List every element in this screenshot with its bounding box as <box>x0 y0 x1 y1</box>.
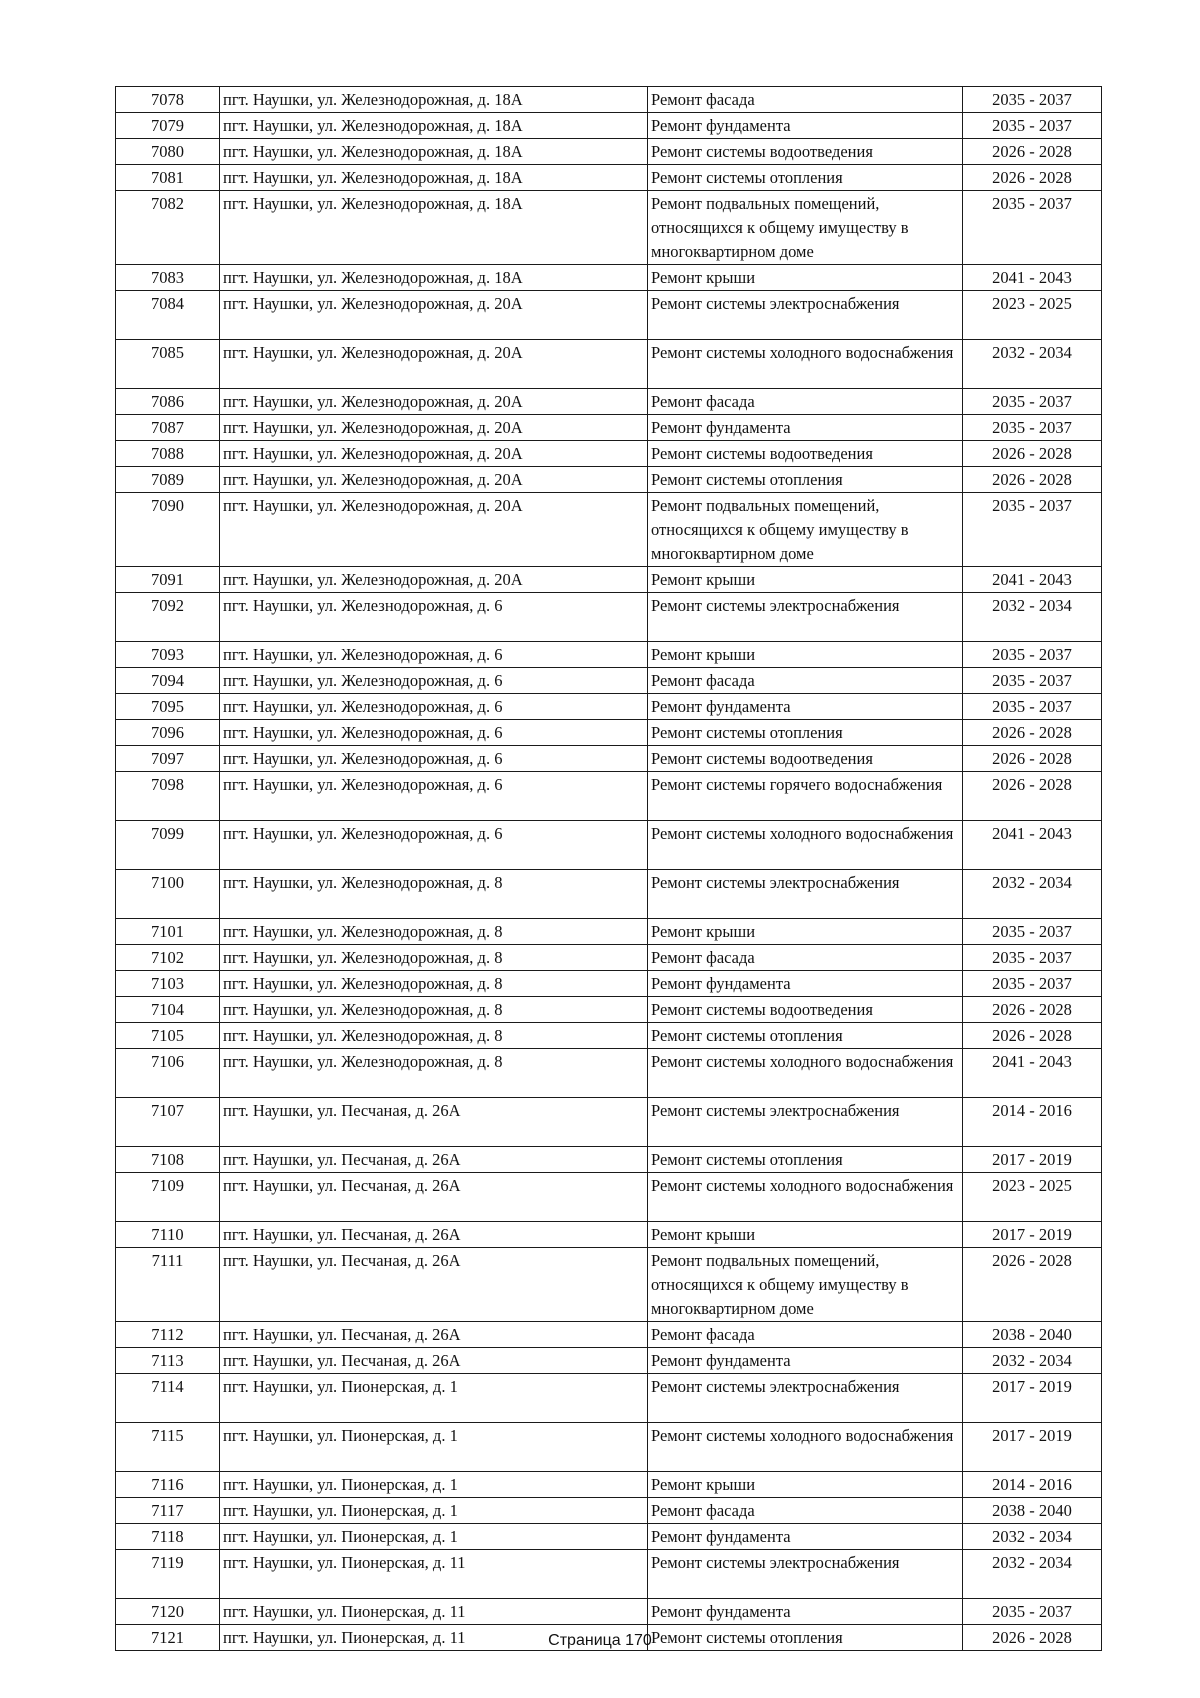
row-number-cell: 7078 <box>116 87 220 113</box>
row-number-cell: 7087 <box>116 415 220 441</box>
table-row <box>116 165 1102 191</box>
work-type-cell: Ремонт фундамента <box>648 694 963 720</box>
period-cell: 2014 - 2016 <box>963 1472 1102 1498</box>
work-type-cell: Ремонт фундамента <box>648 1348 963 1374</box>
period-cell: 2026 - 2028 <box>963 1023 1102 1049</box>
period-cell: 2035 - 2037 <box>963 945 1102 971</box>
table-row <box>116 1248 1102 1322</box>
work-type-cell: Ремонт системы отопления <box>648 467 963 493</box>
table-row <box>116 919 1102 945</box>
work-type-cell: Ремонт системы отопления <box>648 1625 963 1651</box>
period-cell: 2035 - 2037 <box>963 642 1102 668</box>
address-cell: пгт. Наушки, ул. Железнодорожная, д. 18А <box>220 87 648 113</box>
work-type-cell: Ремонт подвальных помещений, относящихся к общему имуществу в многоквартирном доме <box>648 1248 963 1322</box>
address-cell: пгт. Наушки, ул. Песчаная, д. 26А <box>220 1173 648 1222</box>
work-type-cell: Ремонт фундамента <box>648 415 963 441</box>
work-type-cell: Ремонт системы отопления <box>648 165 963 191</box>
address-cell: пгт. Наушки, ул. Железнодорожная, д. 20А <box>220 567 648 593</box>
address-cell: пгт. Наушки, ул. Пионерская, д. 1 <box>220 1524 648 1550</box>
address-cell: пгт. Наушки, ул. Железнодорожная, д. 8 <box>220 1023 648 1049</box>
table-row <box>116 971 1102 997</box>
table-row <box>116 1498 1102 1524</box>
work-type-cell: Ремонт системы электроснабжения <box>648 1550 963 1599</box>
row-number-cell: 7113 <box>116 1348 220 1374</box>
row-number-cell: 7108 <box>116 1147 220 1173</box>
row-number-cell: 7115 <box>116 1423 220 1472</box>
row-number-cell: 7100 <box>116 870 220 919</box>
table-row <box>116 340 1102 389</box>
row-number-cell: 7095 <box>116 694 220 720</box>
period-cell: 2032 - 2034 <box>963 1550 1102 1599</box>
address-cell: пгт. Наушки, ул. Песчаная, д. 26А <box>220 1098 648 1147</box>
table-row <box>116 593 1102 642</box>
table-row <box>116 642 1102 668</box>
work-type-cell: Ремонт системы водоотведения <box>648 997 963 1023</box>
period-cell: 2035 - 2037 <box>963 493 1102 567</box>
period-cell: 2035 - 2037 <box>963 113 1102 139</box>
address-cell: пгт. Наушки, ул. Пионерская, д. 1 <box>220 1472 648 1498</box>
table-row <box>116 1049 1102 1098</box>
address-cell: пгт. Наушки, ул. Железнодорожная, д. 18А <box>220 139 648 165</box>
table-row <box>116 441 1102 467</box>
row-number-cell: 7105 <box>116 1023 220 1049</box>
address-cell: пгт. Наушки, ул. Железнодорожная, д. 8 <box>220 997 648 1023</box>
row-number-cell: 7092 <box>116 593 220 642</box>
address-cell: пгт. Наушки, ул. Железнодорожная, д. 6 <box>220 720 648 746</box>
address-cell: пгт. Наушки, ул. Железнодорожная, д. 20А <box>220 389 648 415</box>
row-number-cell: 7118 <box>116 1524 220 1550</box>
work-type-cell: Ремонт системы холодного водоснабжения <box>648 340 963 389</box>
work-type-cell: Ремонт фасада <box>648 389 963 415</box>
table-row <box>116 1524 1102 1550</box>
period-cell: 2026 - 2028 <box>963 467 1102 493</box>
row-number-cell: 7120 <box>116 1599 220 1625</box>
period-cell: 2026 - 2028 <box>963 441 1102 467</box>
row-number-cell: 7097 <box>116 746 220 772</box>
row-number-cell: 7082 <box>116 191 220 265</box>
row-number-cell: 7121 <box>116 1625 220 1651</box>
table-row <box>116 1322 1102 1348</box>
work-type-cell: Ремонт системы холодного водоснабжения <box>648 821 963 870</box>
work-type-cell: Ремонт фасада <box>648 1498 963 1524</box>
row-number-cell: 7099 <box>116 821 220 870</box>
table-row <box>116 291 1102 340</box>
period-cell: 2035 - 2037 <box>963 415 1102 441</box>
work-type-cell: Ремонт фундамента <box>648 113 963 139</box>
address-cell: пгт. Наушки, ул. Железнодорожная, д. 20А <box>220 291 648 340</box>
work-type-cell: Ремонт подвальных помещений, относящихся к общему имуществу в многоквартирном доме <box>648 191 963 265</box>
row-number-cell: 7098 <box>116 772 220 821</box>
period-cell: 2032 - 2034 <box>963 593 1102 642</box>
address-cell: пгт. Наушки, ул. Железнодорожная, д. 6 <box>220 668 648 694</box>
period-cell: 2026 - 2028 <box>963 165 1102 191</box>
period-cell: 2026 - 2028 <box>963 720 1102 746</box>
work-type-cell: Ремонт фасада <box>648 87 963 113</box>
period-cell: 2041 - 2043 <box>963 265 1102 291</box>
table-row <box>116 493 1102 567</box>
period-cell: 2035 - 2037 <box>963 919 1102 945</box>
row-number-cell: 7091 <box>116 567 220 593</box>
table-row <box>116 772 1102 821</box>
period-cell: 2035 - 2037 <box>963 971 1102 997</box>
row-number-cell: 7102 <box>116 945 220 971</box>
period-cell: 2014 - 2016 <box>963 1098 1102 1147</box>
period-cell: 2035 - 2037 <box>963 1599 1102 1625</box>
period-cell: 2035 - 2037 <box>963 191 1102 265</box>
row-number-cell: 7111 <box>116 1248 220 1322</box>
period-cell: 2032 - 2034 <box>963 1348 1102 1374</box>
period-cell: 2017 - 2019 <box>963 1423 1102 1472</box>
work-type-cell: Ремонт крыши <box>648 265 963 291</box>
address-cell: пгт. Наушки, ул. Железнодорожная, д. 18А <box>220 191 648 265</box>
work-type-cell: Ремонт системы электроснабжения <box>648 1098 963 1147</box>
period-cell: 2035 - 2037 <box>963 87 1102 113</box>
table-row <box>116 945 1102 971</box>
row-number-cell: 7086 <box>116 389 220 415</box>
table-row <box>116 265 1102 291</box>
row-number-cell: 7119 <box>116 1550 220 1599</box>
address-cell: пгт. Наушки, ул. Пионерская, д. 1 <box>220 1423 648 1472</box>
period-cell: 2038 - 2040 <box>963 1322 1102 1348</box>
table-row <box>116 997 1102 1023</box>
work-type-cell: Ремонт крыши <box>648 1222 963 1248</box>
work-type-cell: Ремонт системы водоотведения <box>648 441 963 467</box>
address-cell: пгт. Наушки, ул. Пионерская, д. 11 <box>220 1625 648 1651</box>
row-number-cell: 7110 <box>116 1222 220 1248</box>
address-cell: пгт. Наушки, ул. Железнодорожная, д. 8 <box>220 945 648 971</box>
table-row <box>116 720 1102 746</box>
period-cell: 2041 - 2043 <box>963 567 1102 593</box>
address-cell: пгт. Наушки, ул. Железнодорожная, д. 20А <box>220 340 648 389</box>
row-number-cell: 7112 <box>116 1322 220 1348</box>
work-type-cell: Ремонт системы холодного водоснабжения <box>648 1049 963 1098</box>
period-cell: 2041 - 2043 <box>963 821 1102 870</box>
table-row <box>116 1222 1102 1248</box>
address-cell: пгт. Наушки, ул. Пионерская, д. 11 <box>220 1599 648 1625</box>
period-cell: 2038 - 2040 <box>963 1498 1102 1524</box>
address-cell: пгт. Наушки, ул. Железнодорожная, д. 18А <box>220 165 648 191</box>
address-cell: пгт. Наушки, ул. Песчаная, д. 26А <box>220 1322 648 1348</box>
table-row <box>116 870 1102 919</box>
work-type-cell: Ремонт системы электроснабжения <box>648 870 963 919</box>
address-cell: пгт. Наушки, ул. Пионерская, д. 1 <box>220 1374 648 1423</box>
period-cell: 2026 - 2028 <box>963 772 1102 821</box>
table-row <box>116 467 1102 493</box>
address-cell: пгт. Наушки, ул. Железнодорожная, д. 20А <box>220 467 648 493</box>
period-cell: 2032 - 2034 <box>963 870 1102 919</box>
address-cell: пгт. Наушки, ул. Песчаная, д. 26А <box>220 1348 648 1374</box>
address-cell: пгт. Наушки, ул. Железнодорожная, д. 8 <box>220 919 648 945</box>
period-cell: 2017 - 2019 <box>963 1222 1102 1248</box>
address-cell: пгт. Наушки, ул. Песчаная, д. 26А <box>220 1222 648 1248</box>
row-number-cell: 7089 <box>116 467 220 493</box>
address-cell: пгт. Наушки, ул. Песчаная, д. 26А <box>220 1248 648 1322</box>
period-cell: 2035 - 2037 <box>963 389 1102 415</box>
work-type-cell: Ремонт фундамента <box>648 1524 963 1550</box>
row-number-cell: 7109 <box>116 1173 220 1222</box>
row-number-cell: 7093 <box>116 642 220 668</box>
work-type-cell: Ремонт фундамента <box>648 971 963 997</box>
address-cell: пгт. Наушки, ул. Железнодорожная, д. 20А <box>220 493 648 567</box>
period-cell: 2026 - 2028 <box>963 746 1102 772</box>
row-number-cell: 7085 <box>116 340 220 389</box>
row-number-cell: 7084 <box>116 291 220 340</box>
address-cell: пгт. Наушки, ул. Железнодорожная, д. 8 <box>220 971 648 997</box>
period-cell: 2023 - 2025 <box>963 291 1102 340</box>
page-number: Страница 170 <box>548 1632 652 1649</box>
table-row <box>116 191 1102 265</box>
work-type-cell: Ремонт фасада <box>648 668 963 694</box>
work-type-cell: Ремонт системы горячего водоснабжения <box>648 772 963 821</box>
work-type-cell: Ремонт крыши <box>648 642 963 668</box>
row-number-cell: 7107 <box>116 1098 220 1147</box>
table-row <box>116 139 1102 165</box>
address-cell: пгт. Наушки, ул. Железнодорожная, д. 6 <box>220 821 648 870</box>
table-row <box>116 87 1102 113</box>
row-number-cell: 7090 <box>116 493 220 567</box>
table-row <box>116 1599 1102 1625</box>
table-row <box>116 567 1102 593</box>
address-cell: пгт. Наушки, ул. Пионерская, д. 1 <box>220 1498 648 1524</box>
table-row <box>116 1423 1102 1472</box>
work-type-cell: Ремонт крыши <box>648 1472 963 1498</box>
address-cell: пгт. Наушки, ул. Железнодорожная, д. 6 <box>220 694 648 720</box>
work-type-cell: Ремонт системы холодного водоснабжения <box>648 1173 963 1222</box>
table-row <box>116 113 1102 139</box>
address-cell: пгт. Наушки, ул. Железнодорожная, д. 6 <box>220 746 648 772</box>
address-cell: пгт. Наушки, ул. Пионерская, д. 11 <box>220 1550 648 1599</box>
period-cell: 2035 - 2037 <box>963 668 1102 694</box>
period-cell: 2035 - 2037 <box>963 694 1102 720</box>
period-cell: 2026 - 2028 <box>963 1248 1102 1322</box>
period-cell: 2017 - 2019 <box>963 1147 1102 1173</box>
address-cell: пгт. Наушки, ул. Песчаная, д. 26А <box>220 1147 648 1173</box>
work-type-cell: Ремонт системы электроснабжения <box>648 291 963 340</box>
work-type-cell: Ремонт системы отопления <box>648 1023 963 1049</box>
address-cell: пгт. Наушки, ул. Железнодорожная, д. 6 <box>220 772 648 821</box>
table-row <box>116 1173 1102 1222</box>
address-cell: пгт. Наушки, ул. Железнодорожная, д. 18А <box>220 113 648 139</box>
address-cell: пгт. Наушки, ул. Железнодорожная, д. 6 <box>220 642 648 668</box>
row-number-cell: 7088 <box>116 441 220 467</box>
work-type-cell: Ремонт системы электроснабжения <box>648 1374 963 1423</box>
table-row <box>116 746 1102 772</box>
address-cell: пгт. Наушки, ул. Железнодорожная, д. 6 <box>220 593 648 642</box>
period-cell: 2041 - 2043 <box>963 1049 1102 1098</box>
address-cell: пгт. Наушки, ул. Железнодорожная, д. 8 <box>220 1049 648 1098</box>
row-number-cell: 7083 <box>116 265 220 291</box>
table-row <box>116 1147 1102 1173</box>
table-row <box>116 668 1102 694</box>
work-type-cell: Ремонт системы холодного водоснабжения <box>648 1423 963 1472</box>
period-cell: 2032 - 2034 <box>963 340 1102 389</box>
table-row <box>116 1550 1102 1599</box>
table-body <box>116 87 1102 1651</box>
row-number-cell: 7079 <box>116 113 220 139</box>
table-row <box>116 1023 1102 1049</box>
row-number-cell: 7106 <box>116 1049 220 1098</box>
row-number-cell: 7103 <box>116 971 220 997</box>
row-number-cell: 7080 <box>116 139 220 165</box>
work-type-cell: Ремонт подвальных помещений, относящихся к общему имуществу в многоквартирном доме <box>648 493 963 567</box>
work-type-cell: Ремонт фасада <box>648 945 963 971</box>
work-type-cell: Ремонт фундамента <box>648 1599 963 1625</box>
period-cell: 2026 - 2028 <box>963 139 1102 165</box>
address-cell: пгт. Наушки, ул. Железнодорожная, д. 20А <box>220 441 648 467</box>
capital-repair-table <box>115 86 1102 1651</box>
table-row <box>116 694 1102 720</box>
period-cell: 2032 - 2034 <box>963 1524 1102 1550</box>
table-row <box>116 1374 1102 1423</box>
work-type-cell: Ремонт системы водоотведения <box>648 139 963 165</box>
work-type-cell: Ремонт фасада <box>648 1322 963 1348</box>
address-cell: пгт. Наушки, ул. Железнодорожная, д. 18А <box>220 265 648 291</box>
work-type-cell: Ремонт системы водоотведения <box>648 746 963 772</box>
work-type-cell: Ремонт системы отопления <box>648 720 963 746</box>
row-number-cell: 7117 <box>116 1498 220 1524</box>
table-row <box>116 389 1102 415</box>
row-number-cell: 7116 <box>116 1472 220 1498</box>
period-cell: 2026 - 2028 <box>963 997 1102 1023</box>
work-type-cell: Ремонт системы электроснабжения <box>648 593 963 642</box>
period-cell: 2026 - 2028 <box>963 1625 1102 1651</box>
address-cell: пгт. Наушки, ул. Железнодорожная, д. 8 <box>220 870 648 919</box>
table-row <box>116 1472 1102 1498</box>
work-type-cell: Ремонт системы отопления <box>648 1147 963 1173</box>
work-type-cell: Ремонт крыши <box>648 919 963 945</box>
row-number-cell: 7094 <box>116 668 220 694</box>
work-type-cell: Ремонт крыши <box>648 567 963 593</box>
table-row <box>116 1098 1102 1147</box>
row-number-cell: 7081 <box>116 165 220 191</box>
address-cell: пгт. Наушки, ул. Железнодорожная, д. 20А <box>220 415 648 441</box>
period-cell: 2023 - 2025 <box>963 1173 1102 1222</box>
table-row <box>116 415 1102 441</box>
table-row <box>116 1348 1102 1374</box>
row-number-cell: 7104 <box>116 997 220 1023</box>
row-number-cell: 7114 <box>116 1374 220 1423</box>
period-cell: 2017 - 2019 <box>963 1374 1102 1423</box>
table-row <box>116 821 1102 870</box>
row-number-cell: 7101 <box>116 919 220 945</box>
row-number-cell: 7096 <box>116 720 220 746</box>
